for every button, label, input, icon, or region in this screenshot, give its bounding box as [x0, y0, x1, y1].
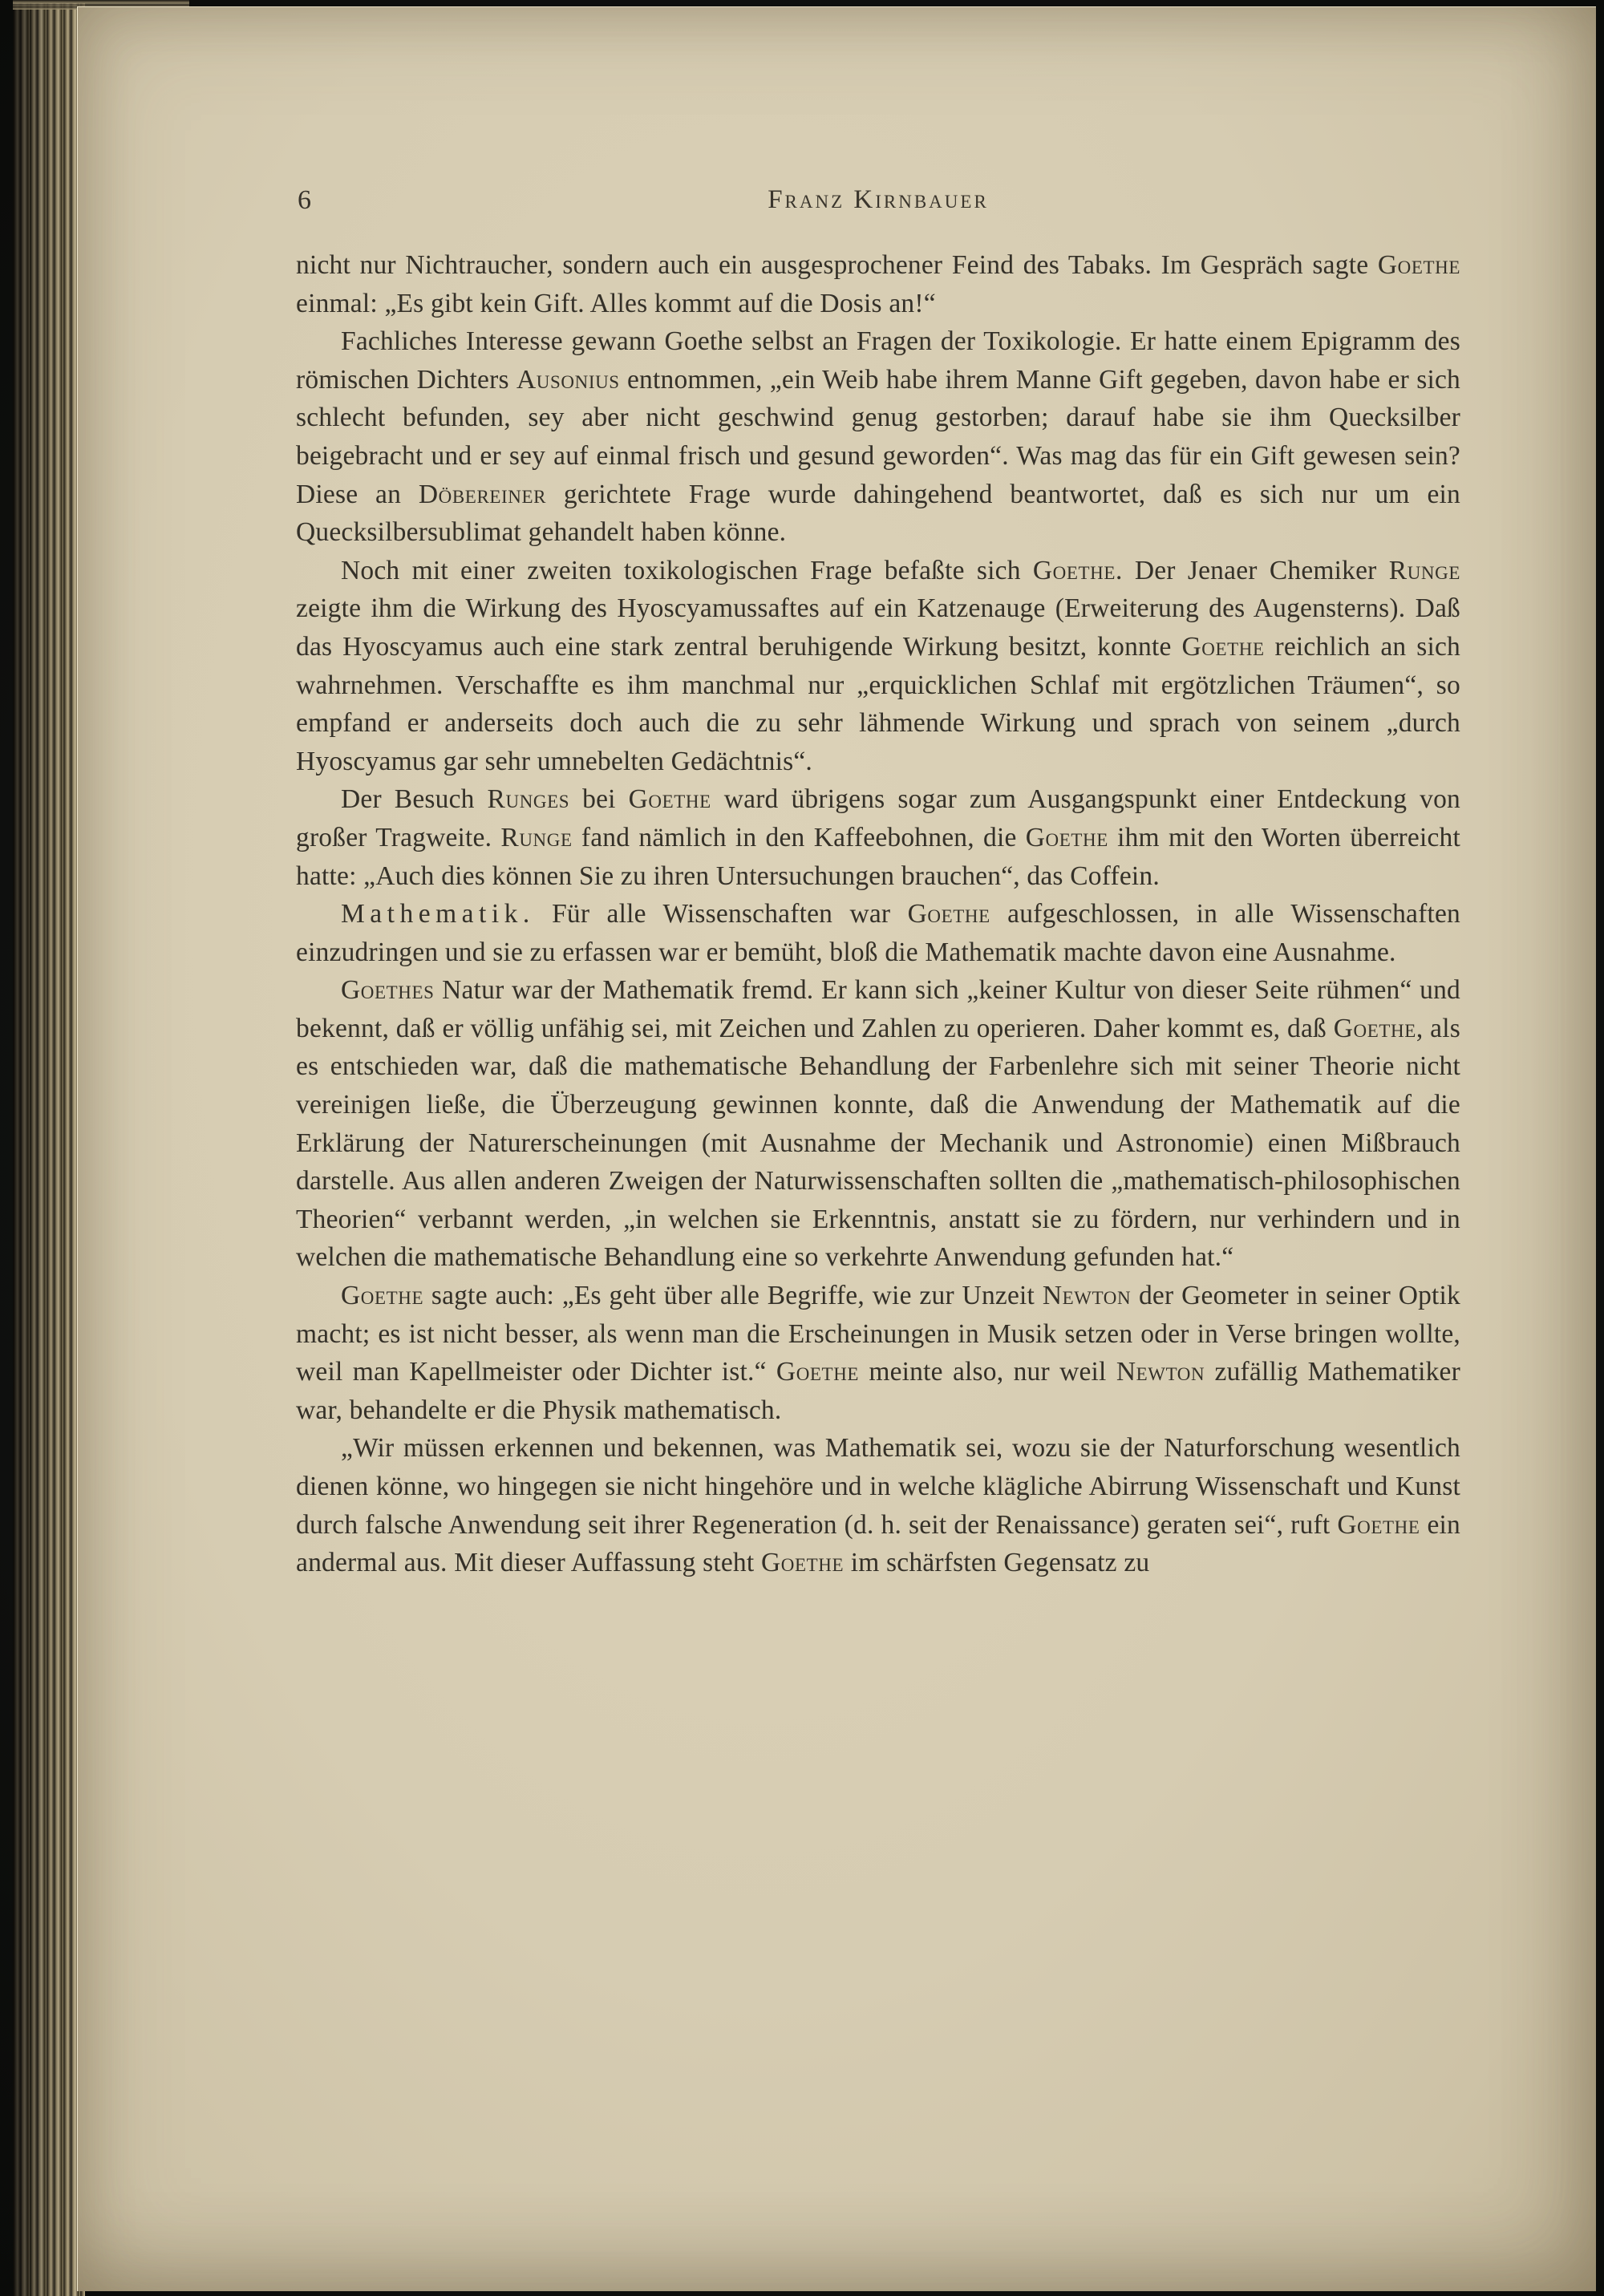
text-segment: „Wir müssen erkennen und bekennen, was Mathematik sei, wozu sie der Naturforschung wesentlich dienen könne, wo hingegen sie nicht hingehöre und in welche klägliche Abirrung Wissenschaft und Kunst durch falsche Anwendung seit ihrer Regeneration (d. h. seit der Renaissance) geraten sei“, ruft — [296, 1433, 1460, 1540]
text-segment: im schärfsten Gegensatz zu — [844, 1548, 1150, 1578]
text-segment: ward übrigens sogar zum Ausgangspunkt einer Entdeckung von großer Tragweite. — [296, 784, 1460, 852]
text-segment: nicht nur Nichtraucher, sondern auch ein ausgesprochener Feind des Tabaks. Im Gespräch sagte — [296, 250, 1378, 280]
text-segment: sagte auch: „Es geht über alle Begriffe, wie zur Unzeit — [423, 1281, 1043, 1311]
person-name-smallcaps: Goethes — [341, 975, 435, 1006]
paragraph — [296, 1277, 1460, 1429]
person-name-smallcaps: Goethe — [1377, 250, 1460, 280]
text-segment: bei — [569, 784, 629, 815]
paragraph — [296, 971, 1460, 1277]
text-segment: aufgeschlossen, in alle Wissenschaften einzudringen und sie zu erfassen war er bemüht, bloß die Mathematik machte davon eine Ausnahme. — [296, 899, 1461, 967]
text-segment: . Der Jenaer Chemiker — [1116, 555, 1389, 585]
person-name-smallcaps: Newton — [1116, 1357, 1205, 1387]
paragraph — [296, 322, 1460, 552]
text-segment: ein andermal aus. Mit dieser Auffassung steht — [296, 1509, 1460, 1578]
paragraph — [296, 780, 1460, 895]
person-name-smallcaps: Goethe — [1333, 1013, 1416, 1043]
person-name-smallcaps: Goethe — [776, 1357, 860, 1387]
person-name-smallcaps: Goethe — [341, 1281, 424, 1311]
paragraph — [296, 552, 1460, 781]
text-segment: , als es entschieden war, daß die mathematische Behandlung der Farbenlehre sich mit seiner Theorie nicht vereinigen ließe, die Überzeugung gewinnen konnte, daß die Anwendung der Mathematik auf die Erklärung der Naturerscheinungen (mit Ausnahme der Mechanik und Astronomie) einen Mißbrauch darstelle. Aus allen anderen Zweigen der Naturwissenschaften sollten die „mathematisch-philosophischen Theorien“ verbannt werden, „in welchen sie Erkenntnis, anstatt sie zu fördern, nur verhindern und in welchen die mathematische Behandlung eine so verkehrte Anwendung gefunden hat.“ — [296, 1013, 1460, 1273]
text-segment: einmal: „Es gibt kein Gift. Alles kommt auf die Dosis an!“ — [296, 288, 936, 318]
page-header — [296, 185, 1460, 224]
text-segment: Noch mit einer zweiten toxikologischen Frage befaßte sich — [341, 555, 1033, 585]
person-name-smallcaps: Goethe — [1025, 822, 1108, 852]
person-name-smallcaps: Döbereiner — [418, 479, 547, 509]
text-block — [296, 246, 1460, 1582]
running-head: Franz Kirnbauer — [768, 185, 989, 214]
book-page-edges — [13, 3, 85, 2296]
text-segment: entnommen, „ein Weib habe ihrem Manne Gift gegeben, davon habe er sich schlecht befunden, sey aber nicht geschwind genug gestorben; darauf habe sie ihm Quecksilber beigebracht und er sey auf einmal frisch und gesund geworden“. Was mag das für ein Gift gewesen sein? Diese an — [296, 364, 1460, 509]
text-segment: Für alle Wissenschaften war — [534, 899, 908, 929]
text-segment: zufällig Mathematiker war, behandelte er die Physik mathematisch. — [296, 1357, 1460, 1425]
text-segment: Der Besuch — [341, 784, 488, 815]
text-segment: Natur war der Mathematik fremd. Er kann sich „keiner Kultur von dieser Seite rühmen“ und bekennt, daß er völlig unfähig sei, mit Zeichen und Zahlen zu operieren. Daher kommt es, daß — [296, 975, 1460, 1043]
text-segment: ihm mit den Worten überreicht hatte: „Auch dies können Sie zu ihren Untersuchungen brauchen“, das Coffein. — [296, 822, 1461, 891]
text-segment: meinte also, nur weil — [859, 1357, 1116, 1387]
person-name-smallcaps: Goethe — [1181, 631, 1265, 662]
person-name-smallcaps: Runge — [500, 822, 573, 852]
person-name-smallcaps: Runges — [487, 784, 570, 815]
person-name-smallcaps: Goethe — [628, 784, 711, 815]
person-name-smallcaps: Goethe — [1032, 555, 1116, 585]
person-name-smallcaps: Ausonius — [516, 364, 620, 395]
page-number: 6 — [298, 185, 311, 215]
text-segment: zeigte ihm die Wirkung des Hyoscyamussaftes auf ein Katzenauge (Erweiterung des Augensterns). Daß das Hyoscyamus auch eine stark zentral beruhigende Wirkung besitzt, konnte — [296, 593, 1460, 662]
person-name-smallcaps: Goethe — [1337, 1509, 1420, 1540]
person-name-smallcaps: Goethe — [760, 1548, 845, 1578]
text-segment: Mathematik. — [341, 899, 535, 929]
person-name-smallcaps: Goethe — [907, 899, 990, 929]
text-segment: Fachliches Interesse gewann Goethe selbst an Fragen der Toxikologie. Er hatte einem Epigramm des römischen Dichters — [296, 326, 1460, 395]
text-segment: reichlich an sich wahrnehmen. Verschaffte es ihm manchmal nur „erquicklichen Schlaf mit ergötzlichen Träumen“, so empfand er anderseits doch auch die zu sehr lähmende Wirkung und sprach von seinem „durch Hyoscyamus gar sehr umnebelten Gedächtnis“. — [296, 631, 1460, 776]
text-segment: der Geometer in seiner Optik macht; es ist nicht besser, als wenn man die Erscheinungen in Musik setzen oder in Verse bringen wollte, weil man Kapellmeister oder Dichter ist.“ — [296, 1281, 1460, 1387]
paragraph — [296, 1429, 1460, 1581]
person-name-smallcaps: Newton — [1042, 1281, 1132, 1311]
text-segment: gerichtete Frage wurde dahingehend beantwortet, daß es sich nur um ein Quecksilbersublimat gehandelt haben könne. — [296, 479, 1460, 548]
text-segment: fand nämlich in den Kaffeebohnen, die — [572, 822, 1026, 852]
paragraph — [296, 246, 1460, 322]
person-name-smallcaps: Runge — [1388, 555, 1460, 585]
paper-page — [77, 6, 1596, 2291]
paragraph — [296, 895, 1460, 971]
